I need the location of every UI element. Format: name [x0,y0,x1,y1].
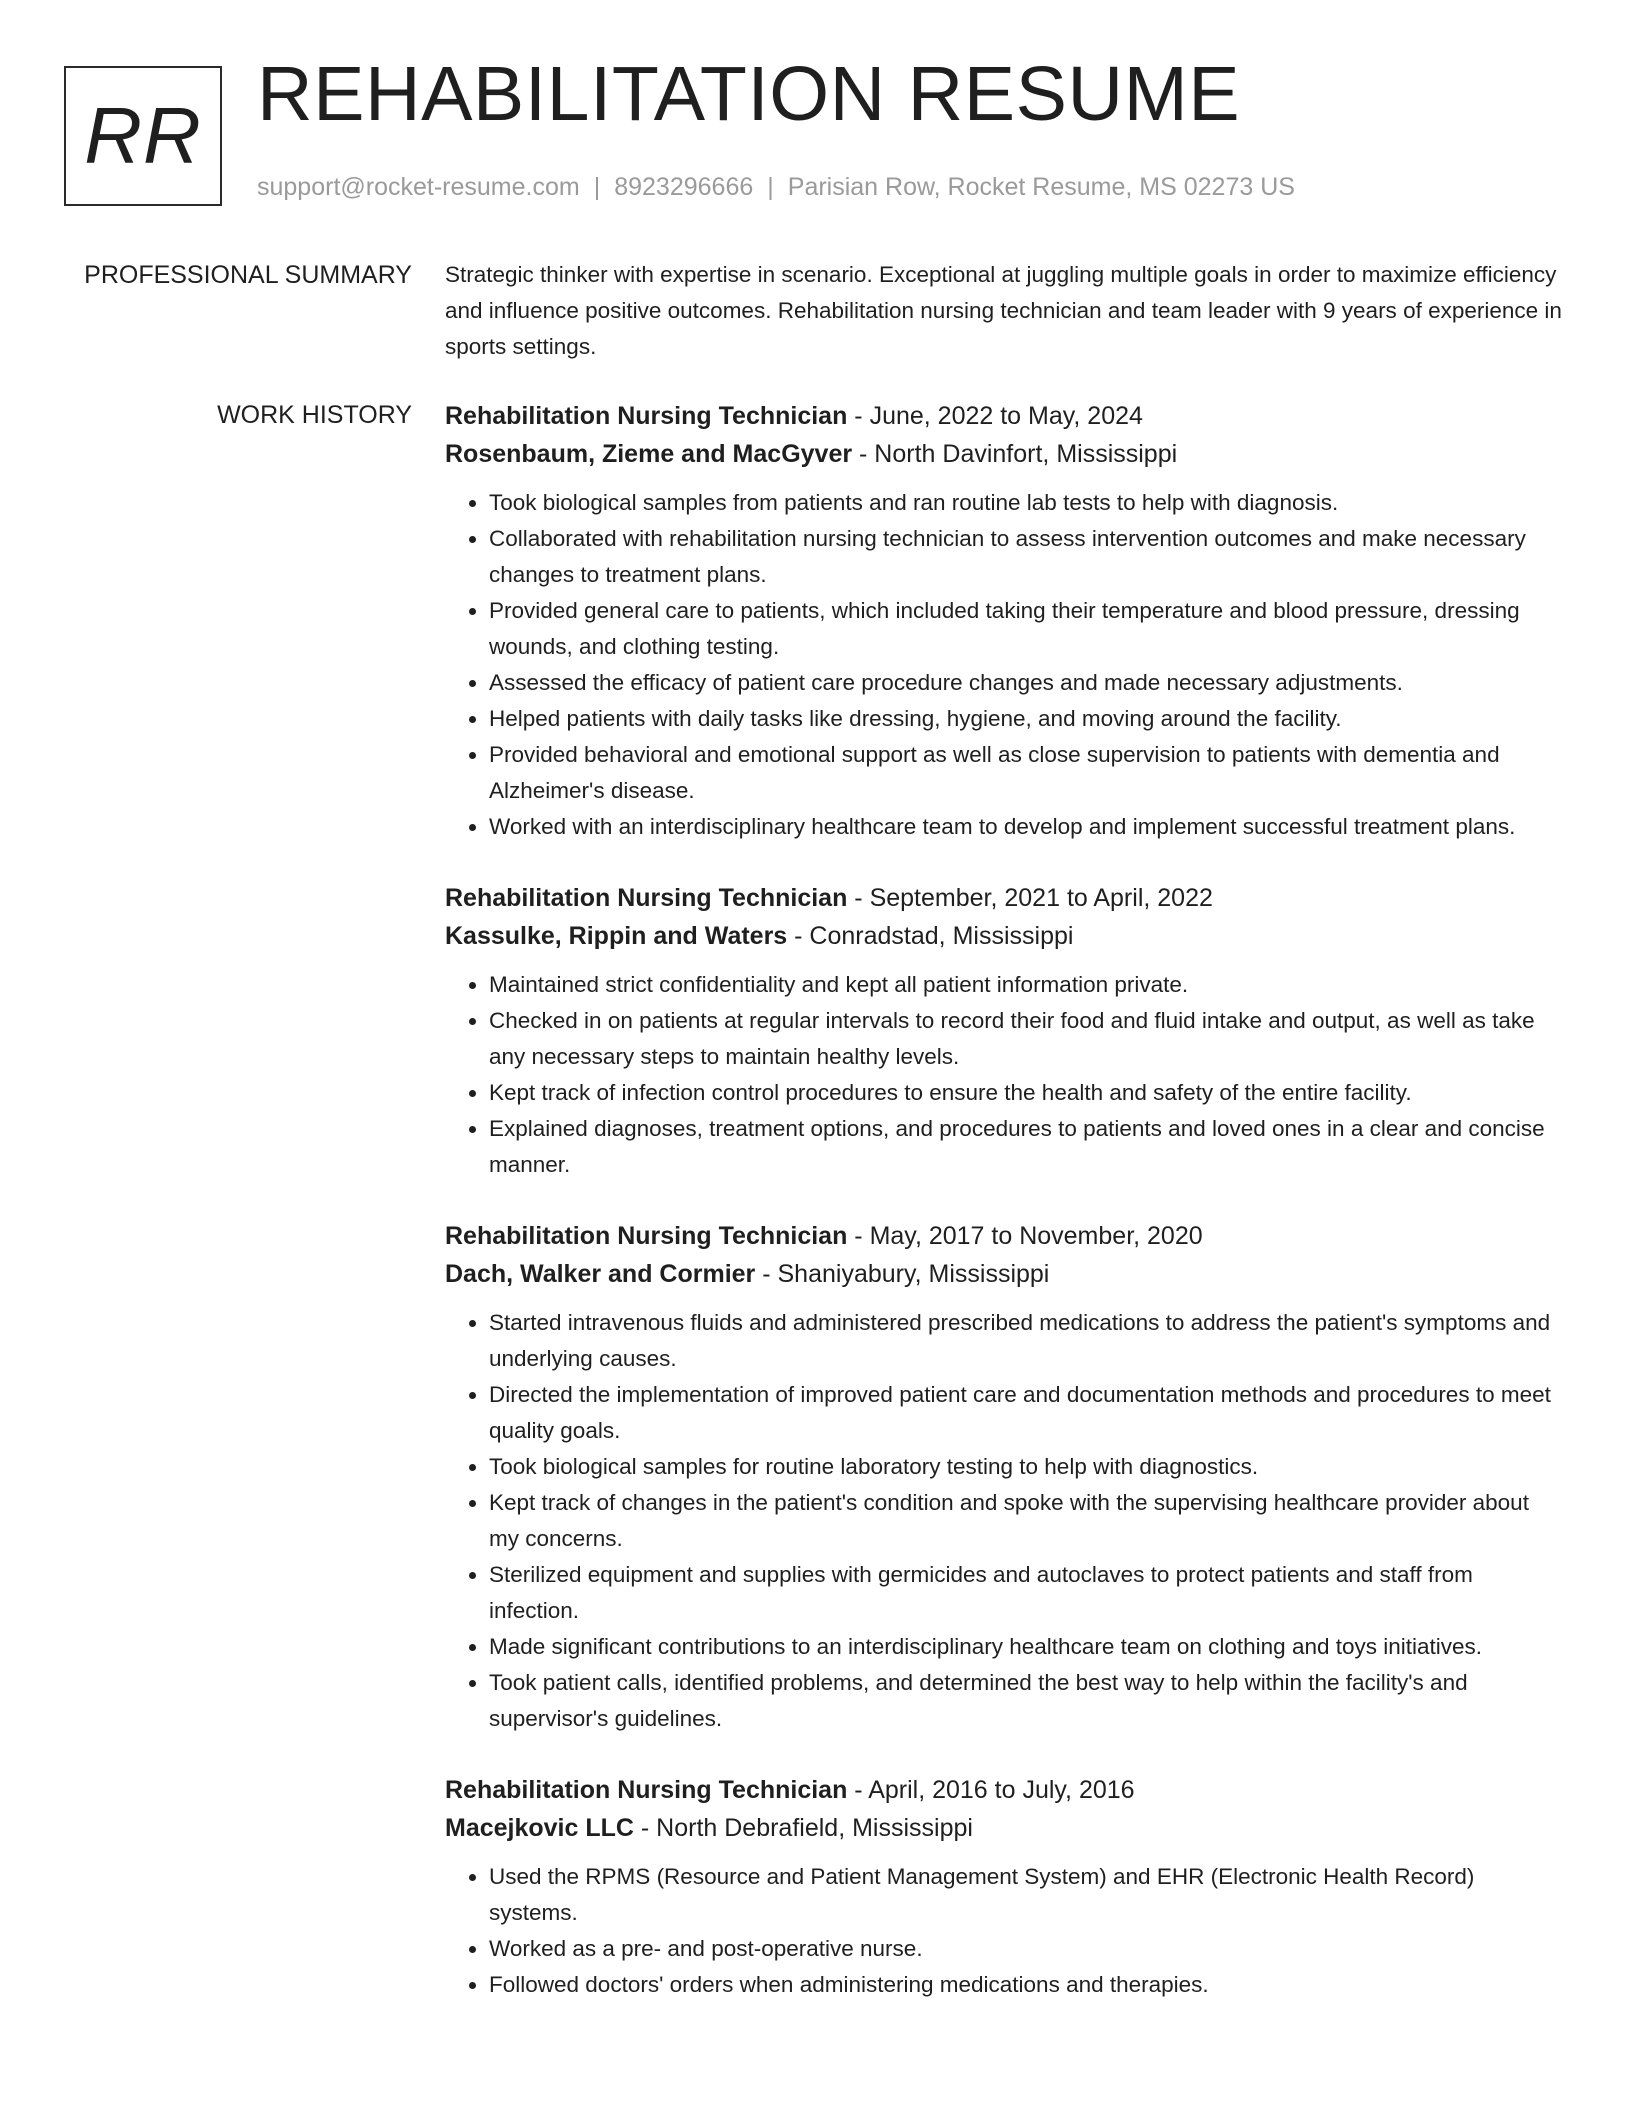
job-bullet: • Worked with an interdisciplinary healthcare team to develop and implement successful treatment plans. [489,809,1565,845]
job-dates: - May, 2017 to November, 2020 [847,1222,1203,1250]
job-entry [445,879,1565,1183]
job-bullet: • Followed doctors' orders when administering medications and therapies. [489,1967,1565,2003]
page-title: REHABILITATION RESUME [257,51,1241,137]
job-bullet: • Collaborated with rehabilitation nursing technician to assess intervention outcomes and make necessary changes to treatment plans. [489,521,1565,593]
job-location: - Conradstad, Mississippi [787,922,1074,950]
job-bullet: • Kept track of changes in the patient's condition and spoke with the supervising healthcare provider about my concerns. [489,1485,1565,1557]
job-bullet: • Maintained strict confidentiality and kept all patient information private. [489,967,1565,1003]
job-title-line [445,397,1565,435]
job-bullet: • Started intravenous fluids and administered prescribed medications to address the patient's symptoms and underlying causes. [489,1305,1565,1377]
job-bullet: • Made significant contributions to an interdisciplinary healthcare team on clothing and toys initiatives. [489,1629,1565,1665]
job-entry [445,1217,1565,1737]
job-title: Rehabilitation Nursing Technician [445,884,848,912]
job-bullet: • Used the RPMS (Resource and Patient Management System) and EHR (Electronic Health Record) systems. [489,1859,1565,1931]
job-company: Kassulke, Rippin and Waters [445,922,788,950]
summary-section-label: PROFESSIONAL SUMMARY [84,261,412,289]
job-location: - North Davinfort, Mississippi [852,440,1178,468]
job-title: Rehabilitation Nursing Technician [445,402,848,430]
job-bullet: • Helped patients with daily tasks like dressing, hygiene, and moving around the facility. [489,701,1565,737]
job-bullet: • Took biological samples from patients and ran routine lab tests to help with diagnosis. [489,485,1565,521]
job-dates: - April, 2016 to July, 2016 [847,1776,1135,1804]
monogram-logo: RR [64,66,222,206]
job-bullet: • Sterilized equipment and supplies with germicides and autoclaves to protect patients and staff from infection. [489,1557,1565,1629]
job-bullet: • Worked as a pre- and post-operative nurse. [489,1931,1565,1967]
job-bullet: • Assessed the efficacy of patient care procedure changes and made necessary adjustments. [489,665,1565,701]
job-location: - North Debrafield, Mississippi [633,1814,973,1842]
work-history-section [445,397,1565,2037]
job-bullet: • Directed the implementation of improved patient care and documentation methods and procedures to meet quality goals. [489,1377,1565,1449]
job-bullets [445,1305,1565,1737]
job-bullet: • Took patient calls, identified problems, and determined the best way to help within the facility's and supervisor's guidelines. [489,1665,1565,1737]
job-dates: - June, 2022 to May, 2024 [847,402,1143,430]
job-title-line [445,1771,1565,1809]
contact-address: Parisian Row, Rocket Resume, MS 02273 US [787,173,1295,201]
job-company-line [445,435,1565,473]
job-bullet: • Took biological samples for routine laboratory testing to help with diagnostics. [489,1449,1565,1485]
job-company-line [445,917,1565,955]
job-bullets [445,485,1565,845]
job-company: Dach, Walker and Cormier [445,1260,756,1288]
job-location: - Shaniyabury, Mississippi [755,1260,1050,1288]
job-dates: - September, 2021 to April, 2022 [847,884,1213,912]
job-company: Rosenbaum, Zieme and MacGyver [445,440,853,468]
work-history-section-label: WORK HISTORY [217,401,412,429]
contact-phone: 8923296666 [614,173,754,201]
job-entry [445,397,1565,845]
contact-separator: | [593,173,601,201]
job-bullet: • Explained diagnoses, treatment options, and procedures to patients and loved ones in a clear and concise manner. [489,1111,1565,1183]
job-bullet: • Provided behavioral and emotional support as well as close supervision to patients with dementia and Alzheimer's disease. [489,737,1565,809]
job-bullet: • Checked in on patients at regular intervals to record their food and fluid intake and output, as well as take any necessary steps to maintain healthy levels. [489,1003,1565,1075]
job-title: Rehabilitation Nursing Technician [445,1776,848,1804]
summary-text: Strategic thinker with expertise in scenario. Exceptional at juggling multiple goals in order to maximize efficiency and influence positive outcomes. Rehabilitation nursing technician and team leader with 9 years of experience in sports settings. [445,262,1562,359]
job-company-line [445,1809,1565,1847]
job-bullet: • Kept track of infection control procedures to ensure the health and safety of the entire facility. [489,1075,1565,1111]
job-title-line [445,879,1565,917]
job-title-line [445,1217,1565,1255]
contact-separator: | [767,173,774,201]
summary-section [445,257,1565,365]
job-bullets [445,967,1565,1183]
job-company: Macejkovic LLC [445,1814,634,1842]
contact-line [257,175,1295,200]
job-entry [445,1771,1565,2003]
job-bullet: • Provided general care to patients, which included taking their temperature and blood pressure, dressing wounds, and clothing testing. [489,593,1565,665]
job-bullets [445,1859,1565,2003]
contact-email: support@rocket-resume.com [257,173,580,201]
job-title: Rehabilitation Nursing Technician [445,1222,848,1250]
job-company-line [445,1255,1565,1293]
